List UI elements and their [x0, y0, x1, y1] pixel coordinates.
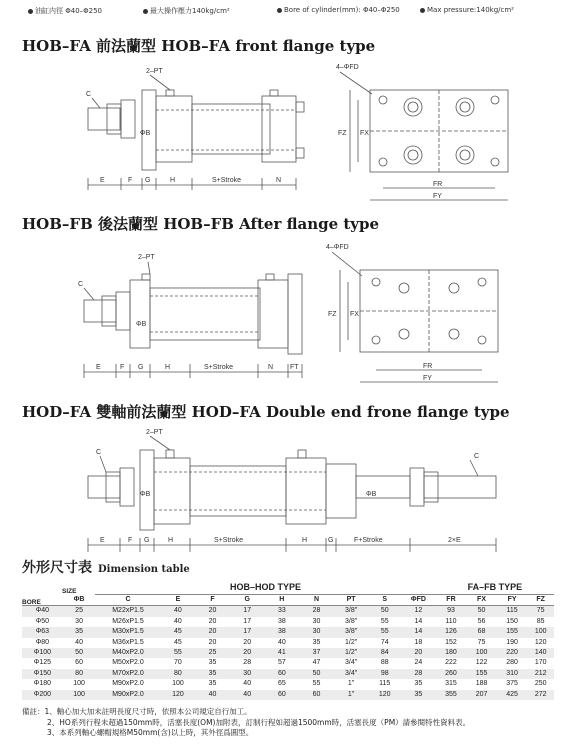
table-cell: Φ150	[22, 669, 63, 679]
hob-fb-drawing	[0, 240, 571, 390]
group-hob-hod: HOB–HOD TYPE	[95, 581, 435, 595]
table-cell: 315	[445, 680, 457, 688]
table-body	[22, 606, 554, 700]
table-cell: 126	[436, 627, 467, 637]
table-cell: 60	[299, 690, 334, 700]
table-cell: 220	[497, 648, 528, 658]
table-cell: 100	[466, 648, 497, 658]
table-cell: Φ40	[22, 606, 63, 617]
table-cell: Φ50	[35, 617, 50, 625]
e-label: E	[96, 364, 101, 371]
table-cell: 3/8"	[334, 627, 369, 637]
table-cell: 355	[436, 690, 467, 700]
size-label: SIZE	[62, 587, 77, 595]
table-cell: 260	[436, 669, 467, 679]
table-cell: 50	[466, 606, 497, 617]
rod-nut	[121, 100, 135, 138]
table-cell: 38	[277, 617, 286, 625]
table-cell: 1"	[347, 680, 355, 688]
table-cell: 88	[380, 659, 389, 667]
corner-cell	[22, 587, 77, 606]
bore-label: BORE	[22, 598, 41, 606]
table-cell: Φ200	[22, 690, 63, 700]
table-cell: 188	[475, 680, 488, 688]
bullet-icon	[277, 8, 282, 13]
table-cell: 20	[243, 638, 252, 646]
f-label: F	[128, 177, 133, 184]
table-cell: 17	[230, 627, 265, 637]
table-cell: 60	[75, 659, 83, 667]
section-title-hob-fa: HOB–FA 前法蘭型 HOB–FA front flange type	[22, 37, 376, 55]
table-row	[22, 690, 554, 700]
table-cell: 30	[75, 617, 83, 625]
table-cell: 55	[161, 648, 196, 658]
table-cell: Φ180	[33, 680, 52, 688]
header-cell: FY	[497, 595, 528, 606]
fz-label: FZ	[338, 130, 347, 137]
header-cell: F	[195, 595, 230, 606]
fy-label: FY	[433, 193, 442, 200]
table-cell: 20	[208, 638, 217, 646]
table-cell: 190	[506, 638, 518, 646]
header-cell: FX	[466, 595, 497, 606]
table-cell: 100	[527, 627, 554, 637]
table-cell: 20	[401, 648, 436, 658]
table-cell: 212	[527, 669, 554, 679]
header-cell: FR	[436, 595, 467, 606]
e-label: E	[100, 537, 105, 544]
table-cell: 50	[299, 669, 334, 679]
fr-label: FR	[423, 363, 433, 370]
fd-label: 4–ΦFD	[326, 244, 349, 251]
rear-flange	[288, 274, 302, 354]
table-row	[22, 627, 554, 637]
table-cell: 18	[414, 638, 423, 646]
table-row	[22, 658, 554, 668]
spec-pressure-en: Max pressure:140kg/cm²	[420, 6, 514, 14]
c-label: C	[86, 91, 92, 98]
f-label: F	[120, 364, 125, 371]
table-cell: 98	[368, 669, 401, 679]
table-cell: 3/4"	[345, 659, 358, 667]
table-cell: 33	[265, 606, 300, 617]
table-cell: 35	[63, 627, 96, 637]
table-cell: 74	[380, 638, 389, 646]
table-group-row	[22, 581, 554, 595]
c-label-right: C	[474, 453, 480, 460]
header-cell: ΦFD	[401, 595, 436, 606]
table-cell: 17	[230, 606, 265, 617]
table-cell: 272	[527, 690, 554, 700]
table-cell: 1/2"	[334, 648, 369, 658]
fx-label: FX	[350, 311, 359, 318]
table-cell: 35	[195, 669, 230, 679]
table-cell: 57	[277, 659, 286, 667]
table-cell: 120	[368, 690, 401, 700]
table-cell: 122	[475, 659, 488, 667]
spec-bore-zh: 油缸内徑 Φ40–Φ250	[28, 6, 102, 16]
header-cell: S	[368, 595, 401, 606]
table-cell: M50xP2.0	[112, 659, 144, 667]
hod-fa-drawing	[0, 420, 571, 555]
table-row	[22, 679, 554, 689]
table-cell: 47	[312, 659, 321, 667]
header-cell: PT	[334, 595, 369, 606]
table-cell: 3/4"	[334, 669, 369, 679]
table-cell: 280	[506, 659, 518, 667]
table-cell: 120	[534, 638, 547, 646]
table-cell: 55	[368, 627, 401, 637]
table-cell: 3/8"	[334, 606, 369, 617]
table-cell: Φ80	[35, 638, 50, 646]
h-label: H	[165, 364, 171, 371]
table-cell: 115	[497, 606, 528, 617]
rear-cap	[286, 458, 326, 524]
fstroke-label: F+Stroke	[354, 537, 383, 544]
table-cell: 40	[174, 617, 182, 625]
group-fa-fb: FA–FB TYPE	[436, 581, 554, 595]
table-cell: M22xP1.5	[95, 606, 160, 617]
table-cell: 207	[466, 690, 497, 700]
table-cell: M40xP2.0	[95, 648, 160, 658]
table-cell: 50	[368, 606, 401, 617]
n-label: N	[268, 364, 274, 371]
table-cell: 68	[466, 627, 497, 637]
table-row	[22, 638, 554, 648]
h-label: H	[168, 537, 174, 544]
spec-pressure-zh: 最大操作壓力140kg/cm²	[143, 6, 230, 16]
header-cell: FZ	[527, 595, 554, 606]
rod-end-left	[88, 476, 120, 498]
header-cell: G	[230, 595, 265, 606]
notes	[22, 707, 470, 739]
pt-label: 2–PT	[146, 68, 163, 75]
phib-label: ΦB	[140, 130, 151, 137]
dimension-table	[22, 581, 554, 700]
fy-label: FY	[423, 375, 432, 382]
table-cell: 35	[401, 690, 436, 700]
table-cell: 425	[497, 690, 528, 700]
table-row	[22, 669, 554, 679]
g-label: G	[144, 537, 150, 544]
phib-label-right: ΦB	[366, 491, 377, 498]
bullet-icon	[28, 9, 33, 14]
table-cell: 50	[63, 648, 96, 658]
table-row	[22, 648, 554, 658]
c-label-left: C	[96, 449, 102, 456]
table-cell: 250	[534, 680, 547, 688]
table-cell: 140	[527, 648, 554, 658]
table-cell: 170	[534, 659, 547, 667]
table-cell: 93	[436, 606, 467, 617]
cylinder-tube	[192, 104, 270, 154]
fr-label: FR	[433, 181, 443, 188]
table-cell: M30xP1.5	[95, 627, 160, 637]
twoe-label: 2×E	[448, 537, 461, 544]
table-cell: 35	[414, 680, 423, 688]
table-cell: Φ63	[22, 627, 63, 637]
table-cell: 41	[265, 648, 300, 658]
table-cell: 40	[195, 690, 230, 700]
table-cell: 56	[477, 617, 486, 625]
table-cell: 375	[506, 680, 518, 688]
table-cell: 20	[230, 648, 265, 658]
table-cell: 180	[436, 648, 467, 658]
table-cell: 28	[299, 606, 334, 617]
table-cell: 25	[63, 606, 96, 617]
table-cell: 100	[172, 680, 184, 688]
table-cell: 37	[299, 648, 334, 658]
header-cell: C	[95, 595, 160, 606]
front-cap	[154, 458, 190, 524]
pt-label: 2–PT	[138, 254, 155, 261]
table-cell: 80	[63, 669, 96, 679]
table-cell: 20	[195, 606, 230, 617]
table-cell: 17	[243, 617, 252, 625]
table-cell: 40	[243, 680, 252, 688]
table-cell: 80	[161, 669, 196, 679]
table-cell: M70xP2.0	[95, 669, 160, 679]
table-cell: 65	[277, 680, 286, 688]
table-row	[22, 606, 554, 617]
dimension-table-title	[22, 557, 190, 577]
fx-label: FX	[360, 130, 369, 137]
bullet-icon	[143, 9, 148, 14]
table-cell: 150	[506, 617, 518, 625]
rod-nut-left	[120, 468, 134, 506]
table-cell: 55	[380, 617, 389, 625]
table-cell: 40	[161, 606, 196, 617]
table-cell: 40	[230, 690, 265, 700]
rear-cap	[258, 280, 288, 348]
table-cell: 100	[63, 690, 96, 700]
table-cell: 155	[497, 627, 528, 637]
table-cell: 28	[401, 669, 436, 679]
header-cell: H	[265, 595, 300, 606]
hob-fa-drawing	[0, 60, 571, 210]
n-label: N	[276, 177, 282, 184]
table-cell: 75	[477, 638, 486, 646]
table-cell: 30	[230, 669, 265, 679]
table-cell: 40	[277, 638, 286, 646]
table-cell: 12	[401, 606, 436, 617]
table-cell: 20	[208, 617, 217, 625]
h-label: H	[170, 177, 176, 184]
table-cell: Φ100	[22, 648, 63, 658]
table-cell: 14	[401, 627, 436, 637]
header-cell: ΦB	[63, 595, 96, 606]
table-cell: 84	[368, 648, 401, 658]
table-cell: M90xP2.0	[95, 690, 160, 700]
dimension-title-en: Dimension table	[98, 564, 190, 575]
table-cell: M36xP1.5	[112, 638, 144, 646]
table-cell: 45	[174, 638, 182, 646]
rod-nut-right	[410, 468, 424, 506]
front-flange	[140, 450, 154, 530]
table-cell: 40	[75, 638, 83, 646]
rear-cap	[262, 96, 296, 162]
table-cell: 60	[265, 669, 300, 679]
f-label: F	[128, 537, 133, 544]
front-cap	[130, 280, 150, 348]
table-cell: 310	[497, 669, 528, 679]
front-cap	[156, 96, 192, 162]
table-cell: 85	[536, 617, 545, 625]
dimension-title-zh: 外形尺寸表	[22, 560, 92, 576]
table-cell: 115	[379, 680, 391, 688]
bullet-icon	[420, 8, 425, 13]
ft-label: FT	[290, 364, 299, 371]
table-cell: 152	[445, 638, 457, 646]
rod-end	[88, 108, 120, 130]
stroke-label: S+Stroke	[214, 537, 243, 544]
phib-label: ΦB	[136, 321, 147, 328]
table-cell: 25	[195, 648, 230, 658]
table-cell: 155	[466, 669, 497, 679]
cylinder-tube	[190, 466, 286, 516]
h-label-right: H	[302, 537, 308, 544]
table-cell: M90xP2.0	[112, 680, 144, 688]
e-label: E	[100, 177, 105, 184]
section-title-hob-fb: HOB–FB 後法蘭型 HOB–FB After flange type	[22, 215, 380, 233]
table-cell: 38	[265, 627, 300, 637]
c-label: C	[78, 281, 84, 288]
table-cell: 45	[161, 627, 196, 637]
g-label-right: G	[328, 537, 334, 544]
table-cell: 3/8"	[345, 617, 358, 625]
table-cell: 60	[265, 690, 300, 700]
table-cell: 1/2"	[345, 638, 358, 646]
g-label: G	[138, 364, 144, 371]
phib-label-left: ΦB	[140, 491, 151, 498]
spec-bore-en: Bore of cylinder(mm): Φ40–Φ250	[277, 6, 400, 14]
g-label: G	[145, 177, 151, 184]
fd-label: 4–ΦFD	[336, 64, 359, 71]
table-cell: 14	[414, 617, 423, 625]
stroke-label: S+Stroke	[212, 177, 241, 184]
table-cell: 110	[445, 617, 457, 625]
table-cell: 120	[161, 690, 196, 700]
stroke-label: S+Stroke	[204, 364, 233, 371]
table-row	[22, 617, 554, 627]
table-cell: 30	[312, 617, 321, 625]
table-cell: 24	[414, 659, 423, 667]
table-cell: 35	[312, 638, 321, 646]
table-cell: 35	[208, 680, 217, 688]
section-title-hod-fa: HOD–FA 雙軸前法蘭型 HOD–FA Double end frone flange type	[22, 403, 510, 421]
table-header-row	[22, 595, 554, 606]
table-cell: Φ125	[33, 659, 52, 667]
table-cell: 28	[243, 659, 252, 667]
table-cell: 20	[195, 627, 230, 637]
rod-right	[356, 476, 410, 498]
header-cell: N	[299, 595, 334, 606]
rod-nut	[116, 292, 130, 330]
note-3: 3、本系列軸心螺帽規格M50mm(含)以上時，其外徑爲圓型。	[47, 728, 254, 737]
note-1: 備註：1、軸心加大加未註明長度尺寸時，依照本公司規定自行加工。	[22, 707, 252, 716]
table-cell: 70	[174, 659, 182, 667]
fz-label: FZ	[328, 311, 337, 318]
table-cell: 75	[527, 606, 554, 617]
table-cell: 30	[299, 627, 334, 637]
table-cell: 222	[445, 659, 457, 667]
table-cell: M26xP1.5	[112, 617, 144, 625]
table-cell: 1"	[334, 690, 369, 700]
rod-end	[84, 300, 116, 322]
rod-end-right	[424, 476, 496, 498]
table-cell: 100	[73, 680, 85, 688]
table-cell: 55	[312, 680, 321, 688]
note-2: 2、HO系列行程未超過150mm時，活塞長度(OM)加附表，訂制行程如超過1500mm時，活塞長度（PM）請參閱特性資料表。	[47, 717, 471, 727]
table-cell: 35	[208, 659, 217, 667]
pt-label: 2–PT	[146, 429, 163, 436]
header-cell: E	[161, 595, 196, 606]
